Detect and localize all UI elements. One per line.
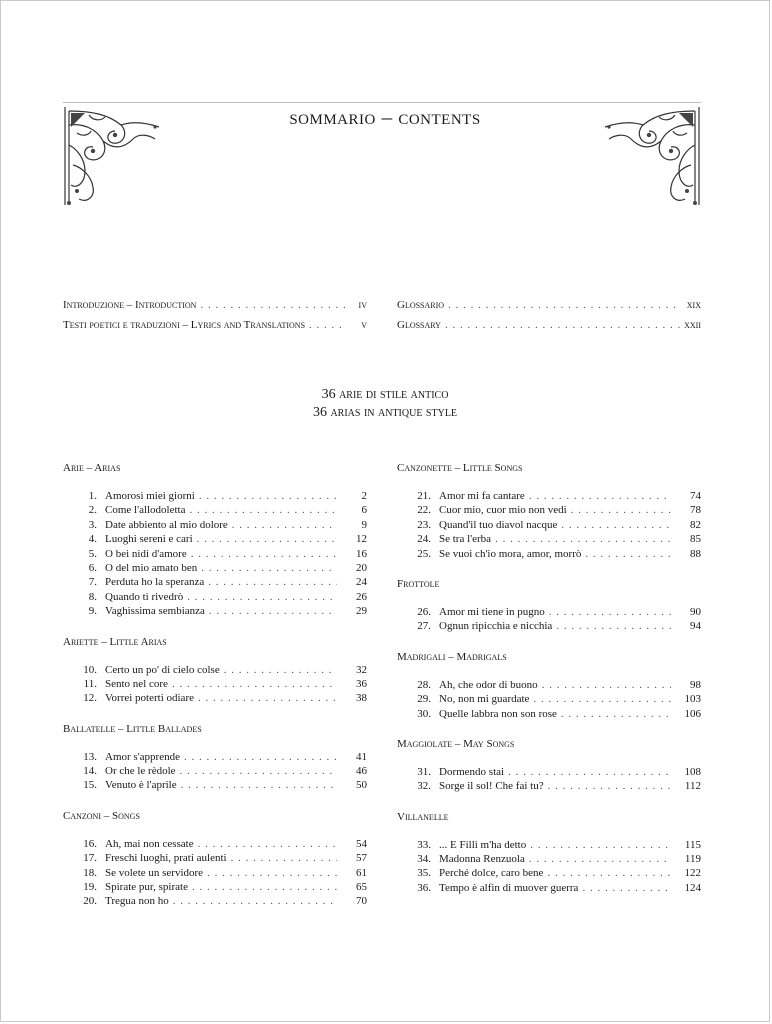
entry-number: 31. (417, 765, 431, 778)
entry-page: 112 (684, 780, 701, 793)
leader-dots (533, 692, 671, 706)
front-matter-row[interactable] (63, 299, 367, 319)
entry-number: 11. (83, 677, 97, 690)
entry-page: 94 (690, 620, 701, 633)
contents-section (397, 575, 701, 648)
leader-dots (556, 619, 671, 633)
leader-dots (571, 503, 671, 517)
leader-dots (448, 299, 681, 311)
section-gap (63, 619, 367, 633)
contents-entry[interactable] (63, 691, 367, 705)
leader-dots (529, 489, 671, 503)
entry-number: 23. (417, 518, 431, 531)
entry-number: 10. (83, 663, 97, 676)
entry-page: 74 (690, 490, 701, 502)
leader-dots (231, 851, 337, 865)
entry-number: 2. (88, 504, 97, 517)
contents-entry[interactable] (63, 518, 367, 532)
entry-number: 13. (83, 750, 97, 763)
leader-dots (198, 837, 337, 851)
contents-section (397, 808, 701, 910)
contents-section (397, 735, 701, 808)
entry-page: 54 (356, 837, 367, 850)
entry-number: 8. (88, 590, 97, 603)
leader-dots (549, 605, 671, 619)
entry-page: 70 (356, 895, 367, 908)
entry-title: Amor s'apprende (105, 750, 180, 763)
entry-number: 9. (88, 605, 97, 618)
entry-title: ... E Filli m'ha detto (439, 838, 527, 851)
front-matter-label: Testi poetici e traduzioni – Lyrics and Translations (63, 319, 306, 331)
entry-title: Ah, mai non cessate (105, 837, 194, 850)
leader-dots (582, 881, 671, 895)
entry-list (397, 765, 701, 794)
leader-dots (190, 503, 338, 517)
contents-entry[interactable] (63, 677, 367, 691)
section-gap (397, 895, 701, 909)
entry-page: 57 (356, 852, 367, 865)
entry-page: 106 (684, 707, 701, 720)
contents-entry[interactable] (63, 764, 367, 778)
entry-page: 98 (690, 678, 701, 691)
entry-title: Date abbiento al mio dolore (105, 518, 228, 531)
contents-entry[interactable] (397, 503, 701, 517)
collection-subtitle (1, 386, 769, 422)
contents-entry[interactable] (397, 707, 701, 721)
leader-dots (508, 765, 671, 779)
subtitle-english: 36 arias in antique style (312, 405, 458, 420)
entry-title: Se vuoi ch'io mora, amor, morrò (439, 547, 582, 560)
leader-dots (561, 707, 671, 721)
entry-title: Luoghi sereni e cari (105, 533, 193, 546)
entry-number: 24. (417, 533, 431, 546)
section-title: Madrigali – Madrigals (397, 650, 507, 663)
entry-title: Certo un po' di cielo colse (105, 663, 220, 676)
entry-page: 36 (356, 677, 367, 690)
contents-entry[interactable] (397, 838, 701, 852)
entry-number: 36. (417, 881, 431, 894)
contents-entry[interactable] (397, 692, 701, 706)
front-matter-row[interactable] (63, 319, 367, 339)
section-gap (397, 721, 701, 735)
entry-title: Se tra l'erba (439, 533, 492, 546)
entry-page: 61 (356, 866, 367, 879)
leader-dots (530, 838, 671, 852)
section-gap (397, 794, 701, 808)
entry-page: 16 (356, 547, 367, 560)
section-spacer (397, 753, 701, 765)
entry-title: No, non mi guardate (439, 693, 530, 706)
section-title: Canzonette – Little Songs (397, 462, 523, 474)
contents-entry[interactable] (397, 678, 701, 692)
section-gap (63, 706, 367, 720)
front-matter-right (397, 299, 701, 339)
section-title: Canzoni – Songs (63, 809, 140, 822)
entry-title: Tregua non ho (105, 895, 169, 908)
contents-entry[interactable] (397, 881, 701, 895)
subtitle-italian: 36 arie di stile antico (321, 387, 449, 402)
entry-title: Vorrei poterti odiare (105, 692, 194, 705)
contents-section (397, 648, 701, 735)
contents-column-left (63, 459, 367, 923)
contents-entry[interactable] (397, 547, 701, 561)
entry-number: 21. (417, 490, 431, 502)
section-spacer (63, 477, 367, 489)
entry-title: Ah, che odor di buono (439, 678, 538, 691)
entry-number: 25. (417, 547, 431, 560)
entry-title: Amor mi fa cantare (439, 490, 525, 502)
entry-title: Venuto è l'aprile (105, 779, 177, 792)
contents-entry[interactable] (397, 532, 701, 546)
entry-title: Sento nel core (105, 677, 168, 690)
section-spacer (397, 666, 701, 678)
contents-entry[interactable] (397, 605, 701, 619)
section-gap (397, 561, 701, 575)
entry-title: Sorge il sol! Che fai tu? (439, 780, 544, 793)
leader-dots (548, 779, 671, 793)
section-gap (63, 793, 367, 807)
leader-dots (209, 604, 337, 618)
front-matter-page: xxii (684, 319, 701, 331)
front-matter-row[interactable] (397, 319, 701, 339)
entry-title: Madonna Renzuola (439, 853, 525, 866)
entry-number: 3. (88, 518, 97, 531)
entry-page: 9 (361, 518, 367, 531)
leader-dots (192, 880, 337, 894)
entry-number: 1. (88, 490, 97, 502)
front-matter-left (63, 299, 367, 339)
entry-number: 20. (83, 895, 97, 908)
entry-title: Dormendo stai (439, 765, 505, 778)
entry-number: 34. (417, 853, 431, 866)
section-title: Frottole (397, 577, 440, 590)
entry-title: Spirate pur, spirate (105, 881, 188, 894)
entry-number: 17. (83, 852, 97, 865)
contents-section (63, 720, 367, 807)
front-matter-label: Introduzione – Introduction (63, 299, 197, 311)
entry-page: 103 (684, 693, 701, 706)
section-spacer (63, 651, 367, 663)
leader-dots (172, 677, 337, 691)
contents-entry[interactable] (397, 866, 701, 880)
entry-page: 50 (356, 779, 367, 792)
entry-title: Amorosi miei giorni (105, 490, 195, 502)
entry-page: 119 (684, 853, 701, 866)
contents-section (63, 459, 367, 633)
contents-entry[interactable] (397, 765, 701, 779)
entry-number: 29. (417, 693, 431, 706)
leader-dots (542, 678, 671, 692)
entry-page: 90 (690, 605, 701, 618)
contents-entry[interactable] (63, 489, 367, 503)
entry-list (397, 605, 701, 634)
entry-title: Come l'allodoletta (105, 504, 186, 517)
entry-page: 124 (684, 881, 701, 894)
entry-number: 28. (417, 678, 431, 691)
entry-number: 33. (417, 838, 431, 851)
entry-number: 32. (417, 780, 431, 793)
entry-page: 122 (684, 867, 701, 880)
leader-dots (180, 764, 337, 778)
entry-page: 29 (356, 605, 367, 618)
contents-entry[interactable] (397, 489, 701, 503)
entry-number: 14. (83, 765, 97, 778)
contents-section (63, 807, 367, 923)
entry-number: 16. (83, 837, 97, 850)
contents-entry[interactable] (63, 575, 367, 589)
entry-title: Quand'il tuo diavol nacque (439, 518, 558, 531)
front-matter-label: Glossary (397, 319, 441, 331)
entry-number: 19. (83, 881, 97, 894)
entry-number: 7. (88, 576, 97, 589)
section-spacer (397, 826, 701, 838)
contents-entry[interactable] (63, 604, 367, 618)
section-title: Ballatelle – Little Ballades (63, 722, 202, 735)
entry-number: 27. (417, 620, 431, 633)
front-matter-row[interactable] (397, 299, 701, 319)
entry-list (63, 489, 367, 619)
leader-dots (198, 691, 337, 705)
entry-number: 12. (83, 692, 97, 705)
contents-section (63, 633, 367, 720)
section-title: Ariette – Little Arias (63, 635, 167, 648)
entry-list (63, 750, 367, 793)
entry-title: Quando ti rivedrò (105, 590, 184, 603)
leader-dots (585, 547, 671, 561)
section-gap (397, 634, 701, 648)
page-title: sommario – contents (289, 105, 481, 129)
leader-dots (200, 299, 347, 311)
contents-entry[interactable] (63, 894, 367, 908)
leader-dots (561, 518, 671, 532)
entry-title: Perché dolce, caro bene (439, 867, 544, 880)
contents-entry[interactable] (63, 547, 367, 561)
leader-dots (173, 894, 337, 908)
front-matter-label: Glossario (397, 299, 445, 311)
leader-dots (547, 866, 671, 880)
entry-title: Tempo è alfin di muover guerra (439, 881, 579, 894)
entry-title: Ognun ripicchia e nicchia (439, 620, 553, 633)
entry-number: 6. (88, 561, 97, 574)
entry-page: 6 (361, 504, 367, 517)
entry-list (397, 838, 701, 896)
contents-entry[interactable] (397, 779, 701, 793)
section-spacer (63, 738, 367, 750)
entry-title: Amor mi tiene in pugno (439, 605, 545, 618)
entry-page: 41 (356, 750, 367, 763)
front-matter-page: xix (686, 299, 701, 311)
entry-page: 108 (684, 765, 701, 778)
leader-dots (187, 590, 337, 604)
leader-dots (309, 319, 347, 331)
section-spacer (63, 825, 367, 837)
entry-page: 32 (356, 663, 367, 676)
entry-number: 18. (83, 866, 97, 879)
entry-title: Se volete un servidore (105, 866, 204, 879)
contents-entry[interactable] (63, 837, 367, 851)
leader-dots (199, 489, 337, 503)
entry-page: 24 (356, 576, 367, 589)
entry-page: 78 (690, 504, 701, 517)
contents-entry[interactable] (63, 750, 367, 764)
contents-entry[interactable] (63, 851, 367, 865)
entry-title: Vaghissima sembianza (105, 605, 205, 618)
section-spacer (397, 593, 701, 605)
contents-entry[interactable] (397, 518, 701, 532)
contents-entry[interactable] (397, 619, 701, 633)
entry-number: 4. (88, 533, 97, 546)
entry-title: Freschi luoghi, prati aulenti (105, 852, 227, 865)
contents-entry[interactable] (63, 880, 367, 894)
leader-dots (184, 750, 337, 764)
entry-number: 26. (417, 605, 431, 618)
leader-dots (191, 547, 337, 561)
leader-dots (197, 532, 337, 546)
entry-page: 12 (356, 533, 367, 546)
leader-dots (224, 663, 337, 677)
leader-dots (208, 575, 337, 589)
entry-title: O bei nidi d'amore (105, 547, 187, 560)
section-title: Arie – Arias (63, 462, 121, 474)
leader-dots (181, 778, 337, 792)
contents-entry[interactable] (63, 663, 367, 677)
entry-page: 65 (356, 881, 367, 894)
front-matter-page: v (361, 319, 367, 331)
leader-dots (529, 852, 671, 866)
contents-entry[interactable] (63, 866, 367, 880)
entry-list (397, 489, 701, 561)
leader-dots (207, 866, 337, 880)
entry-page: 115 (684, 838, 701, 851)
section-spacer (397, 477, 701, 489)
contents-column-right (397, 459, 701, 909)
entry-title: Perduta ho la speranza (105, 576, 205, 589)
leader-dots (495, 532, 671, 546)
entry-page: 85 (690, 533, 701, 546)
header-rule (63, 102, 701, 103)
entry-number: 30. (417, 707, 431, 720)
entry-number: 5. (88, 547, 97, 560)
section-title: Villanelle (397, 810, 449, 823)
entry-page: 46 (356, 765, 367, 778)
entry-page: 88 (690, 547, 701, 560)
entry-title: Quelle labbra non son rose (439, 707, 557, 720)
entry-title: Or che le rèdole (105, 765, 176, 778)
entry-page: 82 (690, 518, 701, 531)
entry-list (397, 678, 701, 721)
section-title: Maggiolate – May Songs (397, 737, 515, 750)
contents-entry[interactable] (397, 852, 701, 866)
entry-page: 26 (356, 590, 367, 603)
contents-section (397, 459, 701, 575)
entry-title: O del mio amato ben (105, 561, 198, 574)
leader-dots (201, 561, 337, 575)
contents-entry[interactable] (63, 778, 367, 792)
contents-entry[interactable] (63, 561, 367, 575)
entry-page: 20 (356, 561, 367, 574)
entry-number: 15. (83, 779, 97, 792)
entry-title: Cuor mio, cuor mio non vedi (439, 504, 567, 517)
entry-list (63, 837, 367, 909)
section-gap (63, 909, 367, 923)
leader-dots (445, 319, 680, 331)
entry-page: 2 (361, 490, 367, 502)
leader-dots (232, 518, 337, 532)
entry-number: 22. (417, 504, 431, 517)
front-matter-page: iv (358, 299, 367, 311)
contents-entry[interactable] (63, 532, 367, 546)
entry-list (63, 663, 367, 706)
contents-entry[interactable] (63, 503, 367, 517)
entry-number: 35. (417, 867, 431, 880)
contents-entry[interactable] (63, 590, 367, 604)
entry-page: 38 (356, 692, 367, 705)
